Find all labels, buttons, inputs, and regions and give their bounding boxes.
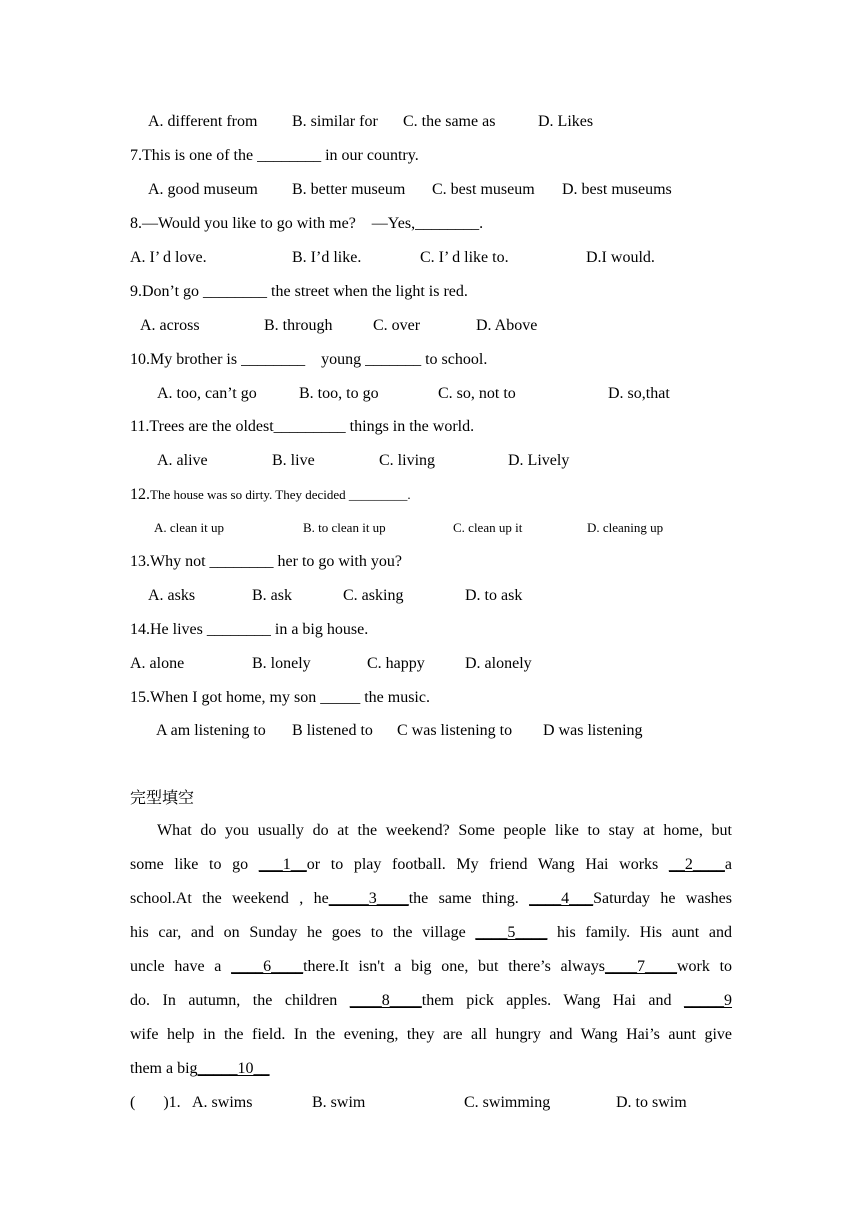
cloze-blank-9: _____9	[684, 992, 733, 1009]
cloze-blank-3: _____3____	[328, 890, 409, 907]
cloze-text: them a big	[130, 1060, 198, 1077]
cloze-text: his family. His aunt and	[547, 924, 732, 941]
cloze-line-3	[130, 882, 732, 916]
q7-stem: 7.This is one of the ________ in our country.	[130, 147, 419, 164]
cloze-text: Saturday he washes	[593, 890, 733, 907]
cloze-blank-6: ____6____	[231, 958, 304, 975]
q9-stem: 9.Don’t go ________ the street when the light is red.	[130, 283, 468, 300]
cloze-blank-7: ____7____	[604, 958, 677, 975]
cloze-passage	[130, 814, 732, 1086]
q14-option-a: A. alone	[130, 655, 185, 672]
cloze-text: or to play football. My friend Wang Hai works	[306, 856, 669, 873]
q7-option-a: A. good museum	[148, 181, 258, 198]
cloze-line-7: wife help in the field. In the evening, they are all hungry and Wang Hai’s aunt give	[130, 1026, 732, 1043]
q6-option-b: B. similar for	[292, 113, 378, 130]
q15-option-c: C was listening to	[397, 722, 513, 739]
cloze-text: work to	[676, 958, 733, 975]
q12-stem	[130, 485, 732, 505]
q8-option-a: A. I’ d love.	[130, 249, 207, 266]
q11-option-c: C. living	[379, 452, 436, 469]
cloze-line-6	[130, 984, 732, 1018]
q15-option-b: B listened to	[292, 722, 373, 739]
q13-option-a: A. asks	[148, 587, 196, 604]
q9-option-d: D. Above	[476, 317, 538, 334]
q12-option-b: B. to clean it up	[303, 520, 386, 535]
q13-option-c: C. asking	[343, 587, 404, 604]
q9-option-c: C. over	[373, 317, 421, 334]
q14-option-b: B. lonely	[252, 655, 311, 672]
cloze-q1-option-d: D. to swim	[616, 1094, 687, 1111]
cloze-q1-option-b: B. swim	[312, 1094, 366, 1111]
cloze-blank-8: ____8____	[349, 992, 422, 1009]
q8-option-d: D.I would.	[586, 249, 655, 266]
q15-stem: 15.When I got home, my son _____ the music.	[130, 689, 430, 706]
cloze-text: school.At the weekend , he	[130, 890, 329, 907]
cloze-blank-10: _____10__	[197, 1060, 270, 1077]
cloze-text: do. In autumn, the children	[130, 992, 350, 1009]
q8-stem: 8.—Would you like to go with me? —Yes,________.	[130, 215, 484, 232]
cloze-text: some like to go	[130, 856, 259, 873]
q13-option-b: B. ask	[252, 587, 292, 604]
cloze-text: a	[724, 856, 733, 873]
q14-option-d: D. alonely	[465, 655, 532, 672]
q11-option-b: B. live	[272, 452, 315, 469]
cloze-line-2	[130, 848, 732, 882]
q15-option-d: D was listening	[543, 722, 643, 739]
q6-option-a: A. different from	[148, 113, 258, 130]
q7-option-c: C. best museum	[432, 181, 535, 198]
q10-stem: 10.My brother is ________ young _______ to school.	[130, 351, 488, 368]
q11-option-d: D. Lively	[508, 452, 570, 469]
q12-option-a: A. clean it up	[154, 520, 225, 535]
q7-option-b: B. better museum	[292, 181, 406, 198]
q12-option-d: D. cleaning up	[587, 520, 664, 535]
q11-option-a: A. alive	[157, 452, 208, 469]
q6-option-c: C. the same as	[403, 113, 496, 130]
cloze-text: the same thing.	[408, 890, 530, 907]
cloze-text: there.It isn't a big one, but there’s always	[303, 958, 605, 975]
q10-option-d: D. so,that	[608, 385, 670, 402]
q12-option-c: C. clean up it	[453, 520, 523, 535]
q12-number: 12.	[130, 486, 150, 503]
q8-option-c: C. I’ d like to.	[420, 249, 509, 266]
cloze-blank-5: ____5____	[475, 924, 548, 941]
q10-option-c: C. so, not to	[438, 385, 516, 402]
q7-option-d: D. best museums	[562, 181, 672, 198]
cloze-q1-option-c: C. swimming	[464, 1094, 551, 1111]
cloze-title: 完型填空	[130, 788, 195, 807]
q8-option-b: B. I’d like.	[292, 249, 362, 266]
q6-option-d: D. Likes	[538, 113, 594, 130]
q13-stem: 13.Why not ________ her to go with you?	[130, 553, 402, 570]
cloze-blank-2: __2____	[668, 856, 725, 873]
q9-option-b: B. through	[264, 317, 333, 334]
q12-text: The house was so dirty. They decided _________.	[150, 487, 411, 502]
cloze-line-4	[130, 916, 732, 950]
cloze-blank-4: ____4___	[529, 890, 594, 907]
q10-option-a: A. too, can’t go	[157, 385, 257, 402]
q10-option-b: B. too, to go	[299, 385, 379, 402]
cloze-line-5	[130, 950, 732, 984]
q14-stem: 14.He lives ________ in a big house.	[130, 621, 369, 638]
cloze-text: uncle have a	[130, 958, 232, 975]
q9-option-a: A. across	[140, 317, 200, 334]
cloze-line-8	[130, 1052, 732, 1086]
cloze-text: his car, and on Sunday he goes to the village	[130, 924, 476, 941]
q14-option-c: C. happy	[367, 655, 425, 672]
cloze-line-1: What do you usually do at the weekend? Some people like to stay at home, but	[157, 822, 732, 839]
q13-option-d: D. to ask	[465, 587, 523, 604]
cloze-blank-1: ___1__	[258, 856, 307, 873]
q11-stem: 11.Trees are the oldest_________ things in the world.	[130, 418, 475, 435]
cloze-text: them pick apples. Wang Hai and	[421, 992, 685, 1009]
cloze-q1-label: ( )1.	[130, 1094, 181, 1111]
cloze-q1-option-a: A. swims	[192, 1094, 253, 1111]
q15-option-a: A am listening to	[156, 722, 266, 739]
